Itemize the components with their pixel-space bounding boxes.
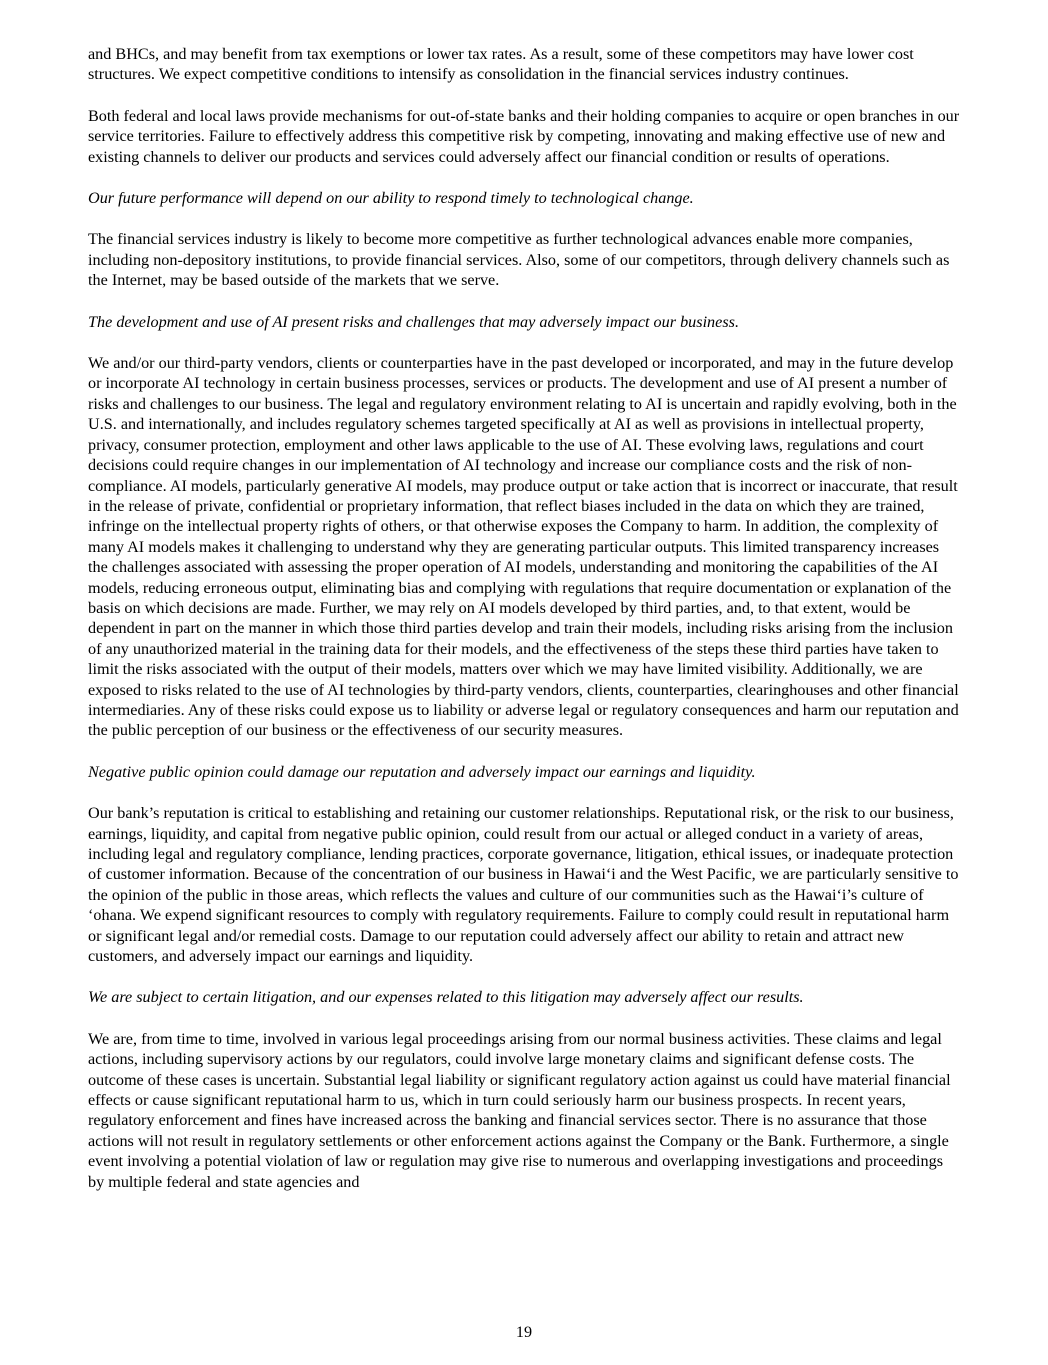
risk-heading-public-opinion: Negative public opinion could damage our reputation and adversely impact our earnings and liquidity.	[88, 762, 756, 781]
paragraph-competitors-cost: and BHCs, and may benefit from tax exemptions or lower tax rates. As a result, some of these competitors may have lower cost structures. We expect competitive conditions to intensify as consolidation in the financial services industry continues.	[88, 45, 914, 84]
risk-heading-ai: The development and use of AI present risks and challenges that may adversely impact our business.	[88, 312, 739, 331]
page-number: 19	[515, 1323, 533, 1341]
paragraph-litigation: We are, from time to time, involved in various legal proceedings arising from our normal business activities. These claims and legal actions, including supervisory actions by our regulators, could involve large monetary claims and significant defense costs. The outcome of these cases is uncertain. Substantial legal liability or significant regulatory action against us could have material financial effects or cause significant reputational harm to us, which in turn could seriously harm our business prospects. In recent years, regulatory enforcement and fines have increased across the banking and financial services sector. There is no assurance that those actions will not result in regulatory settlements or other enforcement actions against the Company or the Bank. Furthermore, a single event involving a potential violation of law or regulation may give rise to numerous and overlapping investigations and proceedings by multiple federal and state agencies and	[88, 1029, 951, 1191]
paragraph-ai-risks: We and/or our third-party vendors, clients or counterparties have in the past developed or incorporated, and may in the future develop or incorporate AI technology in certain business processes, services or products. The development and use of AI present a number of risks and challenges to our business. The legal and regulatory environment relating to AI is uncertain and rapidly evolving, both in the U.S. and internationally, and includes regulatory schemes targeted specifically at AI as well as provisions in intellectual property, privacy, consumer protection, employment and other laws applicable to the use of AI. These evolving laws, regulations and court decisions could require changes in our implementation of AI technology and increase our compliance costs and the risk of non-compliance. AI models, particularly generative AI models, may produce output or take action that is incorrect or inaccurate, that result in the release of private, confidential or proprietary information, that reflect biases included in the data on which they are trained, infringe on the intellectual property rights of others, or that otherwise exposes the Company to harm. In addition, the complexity of many AI models makes it challenging to understand why they are generating particular outputs. This limited transparency increases the challenges associated with assessing the proper operation of AI models, understanding and monitoring the capabilities of the AI models, reducing erroneous output, eliminating bias and complying with regulations that require documentation or explanation of the basis on which decisions are made. Further, we may rely on AI models developed by third parties, and, to that extent, would be dependent in part on the manner in which those third parties develop and train their models, including risks arising from the inclusion of any unauthorized material in the training data for their models, and the effectiveness of the steps these third parties have taken to limit the risks associated with the output of their models, matters over which we may have limited visibility. Additionally, we are exposed to risks related to the use of AI technologies by third-party vendors, clients, counterparties, clearinghouses and other financial intermediaries. Any of these risks could expose us to liability or adverse legal or regulatory consequences and harm our reputation and the public perception of our business or the effectiveness of our security measures.	[88, 354, 959, 740]
document-page	[88, 44, 962, 1213]
paragraph-technological-competition: The financial services industry is likely to become more competitive as further technological advances enable more companies, including non-depository institutions, to provide financial services. Also, some of our competitors, through delivery channels such as the Internet, may be based outside of the markets that we serve.	[88, 230, 950, 290]
risk-heading-litigation: We are subject to certain litigation, and our expenses related to this litigation may adversely affect our results.	[88, 988, 804, 1007]
paragraph-out-of-state-banks: Both federal and local laws provide mechanisms for out-of-state banks and their holding companies to acquire or open branches in our service territories. Failure to effectively address this competitive risk by competing, innovating and making effective use of new and existing channels to deliver our products and services could adversely affect our financial condition or results of operations.	[88, 106, 960, 166]
risk-heading-technological-change: Our future performance will depend on our ability to respond timely to technological change.	[88, 189, 694, 208]
paragraph-reputation: Our bank’s reputation is critical to establishing and retaining our customer relationships. Reputational risk, or the risk to our business, earnings, liquidity, and capital from negative public opinion, could result from our actual or alleged conduct in a variety of areas, including legal and regulatory compliance, lending practices, corporate governance, litigation, ethical issues, or inadequate protection of customer information. Because of the concentration of our business in Hawai‘i and the West Pacific, we are particularly sensitive to the opinion of the public in those areas, which reflects the values and culture of our communities such as the Hawai‘i’s culture of ‘ohana. We expend significant resources to comply with regulatory requirements. Failure to comply could result in reputational harm or significant legal and/or remedial costs. Damage to our reputation could adversely affect our ability to retain and attract new customers, and adversely impact our earnings and liquidity.	[88, 804, 959, 966]
